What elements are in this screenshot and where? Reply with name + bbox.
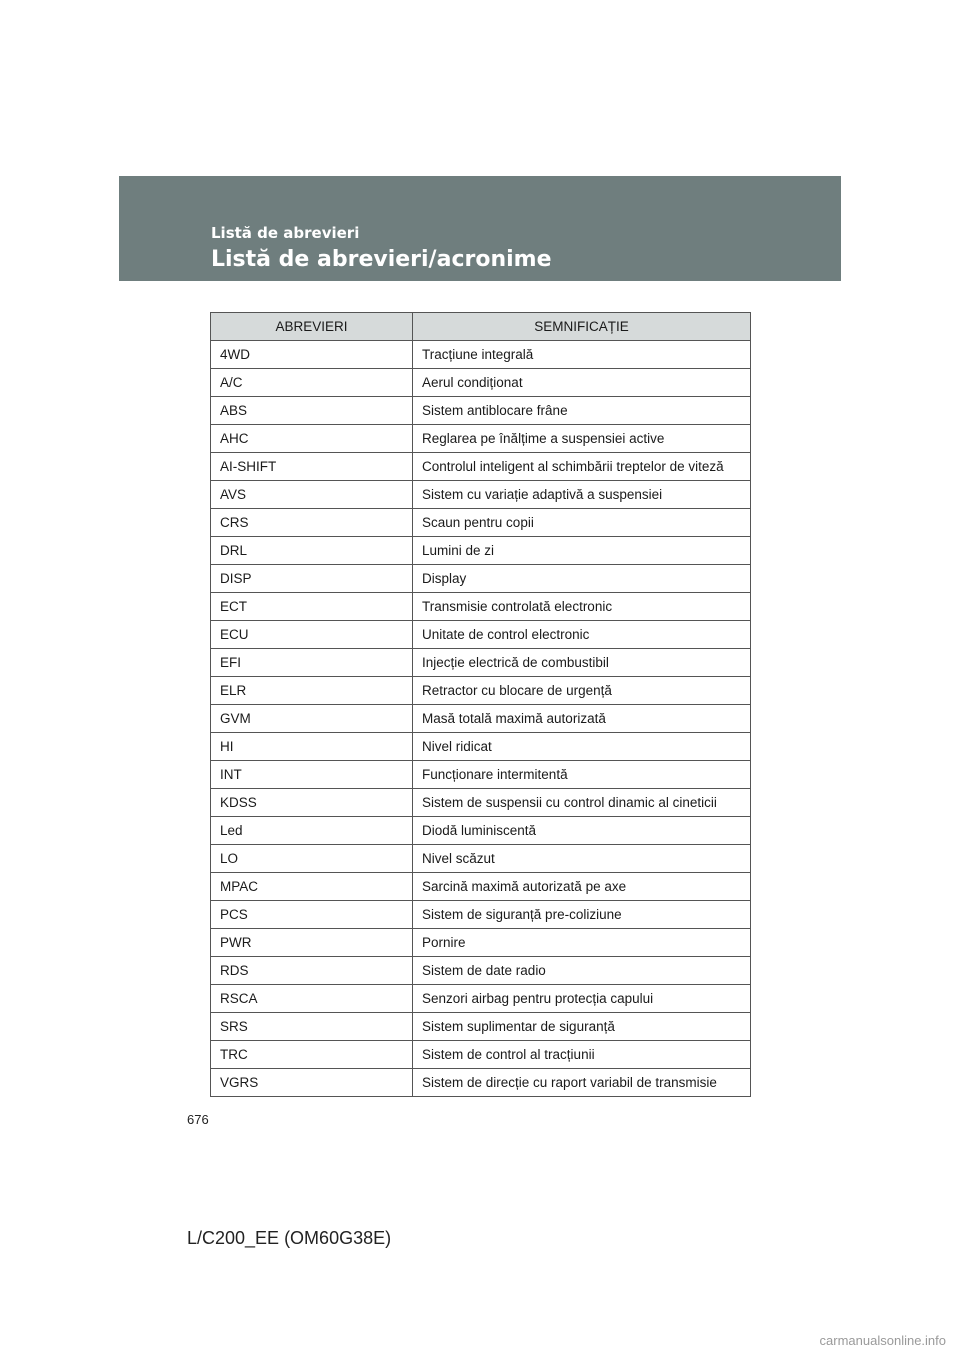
table-row	[211, 985, 751, 1013]
table-row	[211, 593, 751, 621]
table-row	[211, 341, 751, 369]
table-row	[211, 481, 751, 509]
table-row	[211, 1041, 751, 1069]
table-row	[211, 929, 751, 957]
column-header-abbreviation: ABREVIERI	[211, 313, 413, 341]
table-row	[211, 1013, 751, 1041]
meaning-cell: Transmisie controlată electronic	[413, 593, 751, 621]
meaning-cell: Pornire	[413, 929, 751, 957]
header-band	[119, 176, 841, 281]
abbreviation-cell: VGRS	[211, 1069, 413, 1097]
meaning-cell: Tracțiune integrală	[413, 341, 751, 369]
meaning-cell: Scaun pentru copii	[413, 509, 751, 537]
meaning-cell: Aerul condiționat	[413, 369, 751, 397]
meaning-cell: Sarcină maximă autorizată pe axe	[413, 873, 751, 901]
abbreviation-cell: AI-SHIFT	[211, 453, 413, 481]
table-row	[211, 873, 751, 901]
table-row	[211, 425, 751, 453]
page-number: 676	[187, 1112, 209, 1127]
table-row	[211, 621, 751, 649]
table-row	[211, 761, 751, 789]
abbreviation-cell: RSCA	[211, 985, 413, 1013]
meaning-cell: Sistem de control al tracțiunii	[413, 1041, 751, 1069]
abbreviation-cell: ELR	[211, 677, 413, 705]
meaning-cell: Injecție electrică de combustibil	[413, 649, 751, 677]
meaning-cell: Sistem cu variație adaptivă a suspensiei	[413, 481, 751, 509]
table-row	[211, 397, 751, 425]
abbreviation-cell: INT	[211, 761, 413, 789]
page-title: Listă de abrevieri/acronime	[211, 247, 552, 272]
abbreviation-cell: 4WD	[211, 341, 413, 369]
meaning-cell: Diodă luminiscentă	[413, 817, 751, 845]
table-row	[211, 705, 751, 733]
meaning-cell: Retractor cu blocare de urgență	[413, 677, 751, 705]
abbreviation-cell: ECT	[211, 593, 413, 621]
abbreviation-cell: AHC	[211, 425, 413, 453]
table-row	[211, 509, 751, 537]
meaning-cell: Unitate de control electronic	[413, 621, 751, 649]
abbreviation-cell: DISP	[211, 565, 413, 593]
meaning-cell: Nivel scăzut	[413, 845, 751, 873]
abbreviation-cell: AVS	[211, 481, 413, 509]
table-row	[211, 537, 751, 565]
meaning-cell: Display	[413, 565, 751, 593]
abbreviation-cell: EFI	[211, 649, 413, 677]
abbreviation-cell: HI	[211, 733, 413, 761]
table-row	[211, 453, 751, 481]
section-label: Listă de abrevieri	[211, 224, 360, 242]
abbreviation-cell: SRS	[211, 1013, 413, 1041]
meaning-cell: Funcționare intermitentă	[413, 761, 751, 789]
abbreviation-cell: DRL	[211, 537, 413, 565]
abbreviation-cell: LO	[211, 845, 413, 873]
abbreviation-cell: PCS	[211, 901, 413, 929]
table-row	[211, 901, 751, 929]
abbreviation-cell: ECU	[211, 621, 413, 649]
abbreviations-table	[210, 312, 751, 1097]
abbreviation-cell: KDSS	[211, 789, 413, 817]
watermark: carmanualsonline.info	[819, 1333, 946, 1348]
table-body	[211, 341, 751, 1097]
abbreviation-cell: GVM	[211, 705, 413, 733]
table-row	[211, 677, 751, 705]
table-row	[211, 369, 751, 397]
meaning-cell: Controlul inteligent al schimbării treptelor de viteză	[413, 453, 751, 481]
meaning-cell: Sistem de direcție cu raport variabil de transmisie	[413, 1069, 751, 1097]
abbreviation-cell: CRS	[211, 509, 413, 537]
meaning-cell: Sistem antiblocare frâne	[413, 397, 751, 425]
table-row	[211, 817, 751, 845]
meaning-cell: Sistem suplimentar de siguranță	[413, 1013, 751, 1041]
meaning-cell: Reglarea pe înălțime a suspensiei active	[413, 425, 751, 453]
column-header-meaning: SEMNIFICAȚIE	[413, 313, 751, 341]
meaning-cell: Senzori airbag pentru protecția capului	[413, 985, 751, 1013]
table-row	[211, 649, 751, 677]
table-header-row	[211, 313, 751, 341]
meaning-cell: Sistem de date radio	[413, 957, 751, 985]
table-row	[211, 733, 751, 761]
meaning-cell: Sistem de suspensii cu control dinamic al cineticii	[413, 789, 751, 817]
meaning-cell: Lumini de zi	[413, 537, 751, 565]
meaning-cell: Sistem de siguranță pre-coliziune	[413, 901, 751, 929]
table-row	[211, 565, 751, 593]
table-row	[211, 789, 751, 817]
table-row	[211, 1069, 751, 1097]
abbreviation-cell: PWR	[211, 929, 413, 957]
table-row	[211, 845, 751, 873]
abbreviation-cell: RDS	[211, 957, 413, 985]
abbreviation-cell: A/C	[211, 369, 413, 397]
abbreviation-cell: ABS	[211, 397, 413, 425]
meaning-cell: Masă totală maximă autorizată	[413, 705, 751, 733]
abbreviation-cell: TRC	[211, 1041, 413, 1069]
meaning-cell: Nivel ridicat	[413, 733, 751, 761]
abbreviation-cell: MPAC	[211, 873, 413, 901]
abbreviation-cell: Led	[211, 817, 413, 845]
document-code: L/C200_EE (OM60G38E)	[187, 1228, 392, 1248]
table-row	[211, 957, 751, 985]
